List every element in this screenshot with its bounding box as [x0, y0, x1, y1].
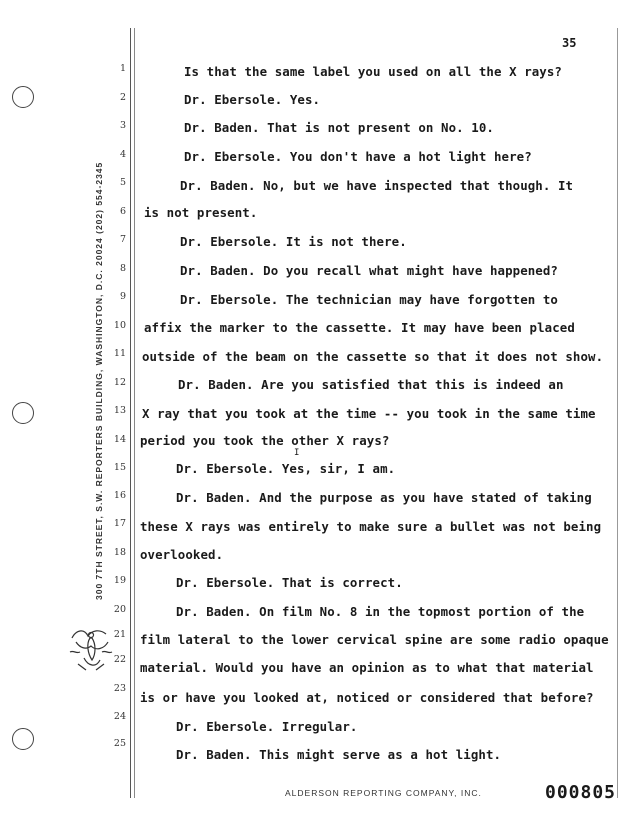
transcript-line: Dr. Ebersole. The technician may have forgotten to	[180, 292, 558, 307]
line-number: 19	[113, 575, 126, 586]
reporter-address: 300 7TH STREET, S.W. REPORTERS BUILDING, WASHINGTON, D.C. 20024 (202) 554-2345	[94, 161, 104, 600]
margin-rule	[617, 28, 618, 798]
transcript-line: affix the marker to the cassette. It may have been placed	[144, 320, 575, 335]
transcript-line: Dr. Ebersole. You don't have a hot light here?	[184, 149, 532, 164]
line-number: 25	[113, 738, 126, 749]
line-number: 24	[113, 711, 126, 722]
line-number: 22	[113, 654, 126, 665]
binder-hole	[12, 728, 34, 750]
margin-rule	[130, 28, 131, 798]
transcript-line: Dr. Baden. Are you satisfied that this is indeed an	[178, 377, 564, 392]
line-number: 23	[113, 683, 126, 694]
line-number: 1	[119, 63, 126, 74]
transcript-line: X ray that you took at the time -- you took in the same time	[142, 406, 596, 421]
transcript-line: Dr. Baden. This might serve as a hot light.	[176, 747, 502, 762]
transcript-line: Dr. Baden. And the purpose as you have stated of taking	[176, 490, 592, 505]
transcript-line: Dr. Baden. No, but we have inspected that though. It	[180, 178, 574, 193]
transcript-line: Is that the same label you used on all the X rays?	[184, 64, 562, 79]
line-number: 4	[119, 149, 126, 160]
page-number: 35	[562, 36, 577, 50]
transcript-line: is not present.	[144, 205, 258, 220]
line-number: 11	[113, 348, 126, 359]
footer-company: ALDERSON REPORTING COMPANY, INC.	[285, 788, 482, 798]
line-number: 12	[113, 377, 126, 388]
line-number: 6	[119, 206, 126, 217]
margin-rule	[134, 28, 135, 798]
line-number: 20	[113, 604, 126, 615]
document-number: 000805	[545, 782, 617, 803]
transcript-line: Dr. Baden. Do you recall what might have happened?	[180, 263, 558, 278]
line-number: 14	[113, 434, 126, 445]
cursor-mark: I	[294, 448, 300, 458]
line-number: 21	[113, 629, 126, 640]
transcript-line: period you took the other X rays?	[140, 433, 390, 448]
transcript-line: material. Would you have an opinion as to what that material	[140, 660, 594, 675]
line-number: 16	[113, 490, 126, 501]
line-number: 15	[113, 462, 126, 473]
transcript-line: Dr. Ebersole. Yes.	[184, 92, 321, 107]
transcript-line: Dr. Ebersole. That is correct.	[176, 575, 403, 590]
transcript-line: overlooked.	[140, 547, 224, 562]
transcript-line: is or have you looked at, noticed or considered that before?	[140, 690, 594, 705]
line-number: 13	[113, 405, 126, 416]
line-number: 10	[113, 320, 126, 331]
transcript-line: outside of the beam on the cassette so that it does not show.	[142, 349, 604, 364]
line-number: 17	[113, 518, 126, 529]
transcript-line: Dr. Baden. On film No. 8 in the topmost portion of the	[176, 604, 585, 619]
line-number: 9	[119, 291, 126, 302]
transcript-line: Dr. Ebersole. Yes, sir, I am.	[176, 461, 396, 476]
line-number: 3	[119, 120, 126, 131]
binder-hole	[12, 402, 34, 424]
line-number: 5	[119, 177, 126, 188]
transcript-line: Dr. Ebersole. Irregular.	[176, 719, 358, 734]
transcript-line: Dr. Baden. That is not present on No. 10.	[184, 120, 494, 135]
transcript-line: these X rays was entirely to make sure a bullet was not being	[140, 519, 602, 534]
binder-hole	[12, 86, 34, 108]
line-number: 7	[119, 234, 126, 245]
line-number: 8	[119, 263, 126, 274]
line-number: 18	[113, 547, 126, 558]
transcript-line: film lateral to the lower cervical spine are some radio opaque	[140, 632, 609, 647]
transcript-line: Dr. Ebersole. It is not there.	[180, 234, 407, 249]
line-number: 2	[119, 92, 126, 103]
